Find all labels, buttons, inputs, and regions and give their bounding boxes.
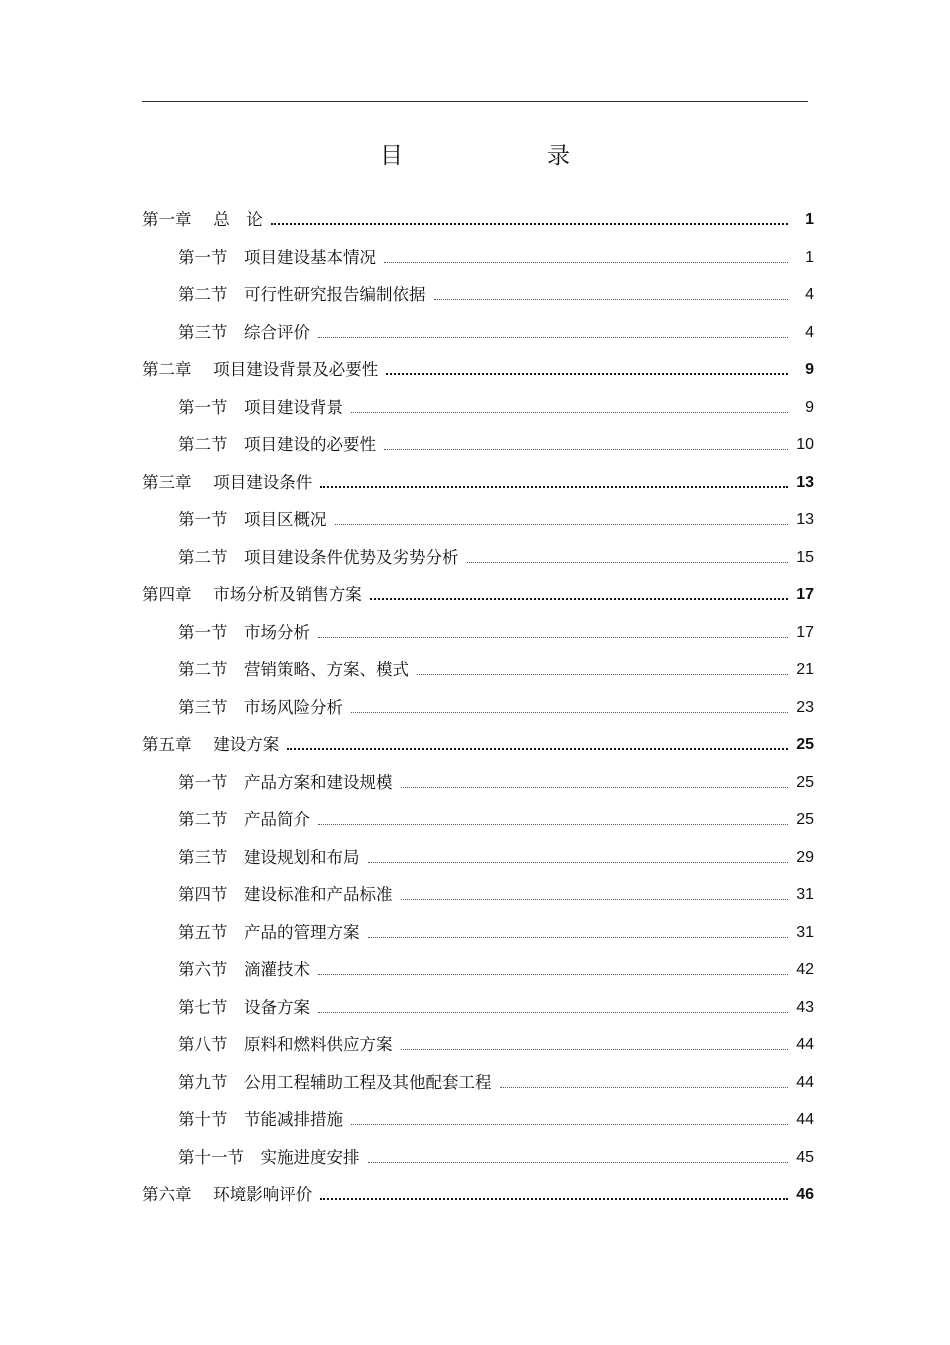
toc-section-entry[interactable] xyxy=(178,882,814,906)
toc-entry-label: 第二节 营销策略、方案、模式 xyxy=(178,660,409,679)
toc-entry-page-number: 13 xyxy=(796,473,814,491)
toc-entry-page-number: 17 xyxy=(796,586,814,603)
toc-section-entry[interactable] xyxy=(178,1070,814,1094)
toc-section-entry[interactable] xyxy=(178,657,814,681)
toc-entry-page-number: 9 xyxy=(805,361,814,378)
toc-section-entry[interactable] xyxy=(178,920,814,944)
toc-entry-page-number: 4 xyxy=(805,286,814,303)
toc-entry-page-number: 46 xyxy=(796,1186,814,1203)
dot-leader xyxy=(351,712,788,713)
toc-entry-label: 第三节 综合评价 xyxy=(178,322,310,342)
toc-chapter-entry[interactable] xyxy=(142,582,814,606)
dot-leader xyxy=(434,299,789,300)
toc-entry-page-number: 23 xyxy=(796,698,814,716)
toc-section-entry[interactable] xyxy=(178,770,814,794)
toc-title xyxy=(380,137,570,169)
dot-leader xyxy=(467,562,789,563)
toc-entry-page-number: 1 xyxy=(805,248,814,266)
toc-entry-page-number: 21 xyxy=(796,661,814,678)
toc-section-entry[interactable] xyxy=(178,432,814,456)
toc-entry-page-number: 25 xyxy=(796,773,814,791)
toc-entry-label: 第五章 建设方案 xyxy=(142,735,280,754)
dot-leader xyxy=(417,674,788,675)
toc-entry-page-number: 44 xyxy=(796,1036,814,1053)
toc-entry-page-number: 10 xyxy=(796,436,814,453)
toc-entry-label: 第一节 产品方案和建设规模 xyxy=(178,772,393,792)
toc-entry-label: 第六节 滴灌技术 xyxy=(178,960,310,979)
toc-entry-page-number: 4 xyxy=(805,323,814,341)
toc-entry-page-number: 25 xyxy=(796,736,814,753)
toc-entry-page-number: 44 xyxy=(796,1073,814,1091)
toc-entry-label: 第十节 节能减排措施 xyxy=(178,1110,343,1129)
toc-entry-page-number: 31 xyxy=(796,886,814,903)
toc-entry-label: 第四节 建设标准和产品标准 xyxy=(178,885,393,904)
toc-chapter-entry[interactable] xyxy=(142,1182,814,1206)
toc-chapter-entry[interactable] xyxy=(142,357,814,381)
toc-section-entry[interactable] xyxy=(178,620,814,644)
toc-section-entry[interactable] xyxy=(178,695,814,719)
toc-entry-label: 第一章 总 论 xyxy=(142,210,263,229)
dot-leader xyxy=(318,974,788,975)
toc-entry-label: 第二章 项目建设背景及必要性 xyxy=(142,360,379,379)
dot-leader xyxy=(401,787,789,788)
toc-entry-label: 第一节 市场分析 xyxy=(178,622,310,642)
dot-leader xyxy=(500,1087,789,1088)
toc-chapter-entry[interactable] xyxy=(142,470,814,494)
toc-title-left: 目 xyxy=(380,142,403,169)
toc-entry-label: 第三节 建设规划和布局 xyxy=(178,847,360,867)
dot-leader xyxy=(401,1049,789,1050)
dot-leader xyxy=(318,337,788,338)
toc-entry-label: 第二节 产品简介 xyxy=(178,810,310,829)
toc-entry-label: 第一节 项目建设基本情况 xyxy=(178,247,376,267)
toc-entry-label: 第一节 项目建设背景 xyxy=(178,397,343,417)
dot-leader xyxy=(368,1162,789,1163)
toc-entry-page-number: 15 xyxy=(796,548,814,566)
dot-leader xyxy=(384,262,788,263)
toc-entry-label: 第十一节 实施进度安排 xyxy=(178,1147,360,1167)
toc-entry-label: 第三章 项目建设条件 xyxy=(142,472,313,492)
toc-chapter-entry[interactable] xyxy=(142,207,814,231)
dot-leader xyxy=(318,824,788,825)
dot-leader xyxy=(386,373,788,375)
toc-entry-label: 第六章 环境影响评价 xyxy=(142,1185,313,1204)
dot-leader xyxy=(318,637,788,638)
toc-section-entry[interactable] xyxy=(178,807,814,831)
toc-section-entry[interactable] xyxy=(178,995,814,1019)
dot-leader xyxy=(318,1012,788,1013)
toc-section-entry[interactable] xyxy=(178,545,814,569)
toc-entry-page-number: 17 xyxy=(796,623,814,641)
toc-entry-page-number: 31 xyxy=(796,923,814,941)
toc-section-entry[interactable] xyxy=(178,845,814,869)
toc-entry-label: 第一节 项目区概况 xyxy=(178,510,327,529)
toc-section-entry[interactable] xyxy=(178,245,814,269)
toc-entry-label: 第五节 产品的管理方案 xyxy=(178,922,360,942)
toc-section-entry[interactable] xyxy=(178,395,814,419)
toc-entry-page-number: 43 xyxy=(796,998,814,1016)
dot-leader xyxy=(271,223,788,225)
toc-section-entry[interactable] xyxy=(178,282,814,306)
toc-entry-page-number: 1 xyxy=(805,211,814,228)
toc-section-entry[interactable] xyxy=(178,320,814,344)
toc-chapter-entry[interactable] xyxy=(142,732,814,756)
toc-entry-label: 第四章 市场分析及销售方案 xyxy=(142,585,362,604)
dot-leader xyxy=(320,1198,788,1200)
toc-entry-label: 第八节 原料和燃料供应方案 xyxy=(178,1035,393,1054)
toc-entry-page-number: 13 xyxy=(796,511,814,528)
dot-leader xyxy=(351,412,788,413)
dot-leader xyxy=(401,899,789,900)
toc-section-entry[interactable] xyxy=(178,1032,814,1056)
toc-section-entry[interactable] xyxy=(178,507,814,531)
dot-leader xyxy=(320,486,788,488)
toc-section-entry[interactable] xyxy=(178,1107,814,1131)
toc-entry-page-number: 44 xyxy=(796,1111,814,1128)
toc-entry-page-number: 42 xyxy=(796,961,814,978)
toc-entry-label: 第二节 项目建设的必要性 xyxy=(178,435,376,454)
toc-entry-page-number: 25 xyxy=(796,811,814,828)
toc-entry-page-number: 9 xyxy=(805,398,814,416)
toc-entry-label: 第九节 公用工程辅助工程及其他配套工程 xyxy=(178,1072,492,1092)
toc-entry-label: 第二节 可行性研究报告编制依据 xyxy=(178,285,426,304)
toc-section-entry[interactable] xyxy=(178,1145,814,1169)
toc-title-right: 录 xyxy=(547,142,570,169)
toc-entry-label: 第三节 市场风险分析 xyxy=(178,697,343,717)
dot-leader xyxy=(351,1124,788,1125)
dot-leader xyxy=(370,598,788,600)
toc-entry-page-number: 29 xyxy=(796,848,814,866)
header-rule xyxy=(142,101,808,102)
dot-leader xyxy=(384,449,788,450)
toc-entry-page-number: 45 xyxy=(796,1148,814,1166)
toc-entry-label: 第七节 设备方案 xyxy=(178,997,310,1017)
dot-leader xyxy=(368,937,789,938)
toc-entry-label: 第二节 项目建设条件优势及劣势分析 xyxy=(178,547,459,567)
dot-leader xyxy=(287,748,788,750)
toc-section-entry[interactable] xyxy=(178,957,814,981)
dot-leader xyxy=(335,524,789,525)
dot-leader xyxy=(368,862,789,863)
